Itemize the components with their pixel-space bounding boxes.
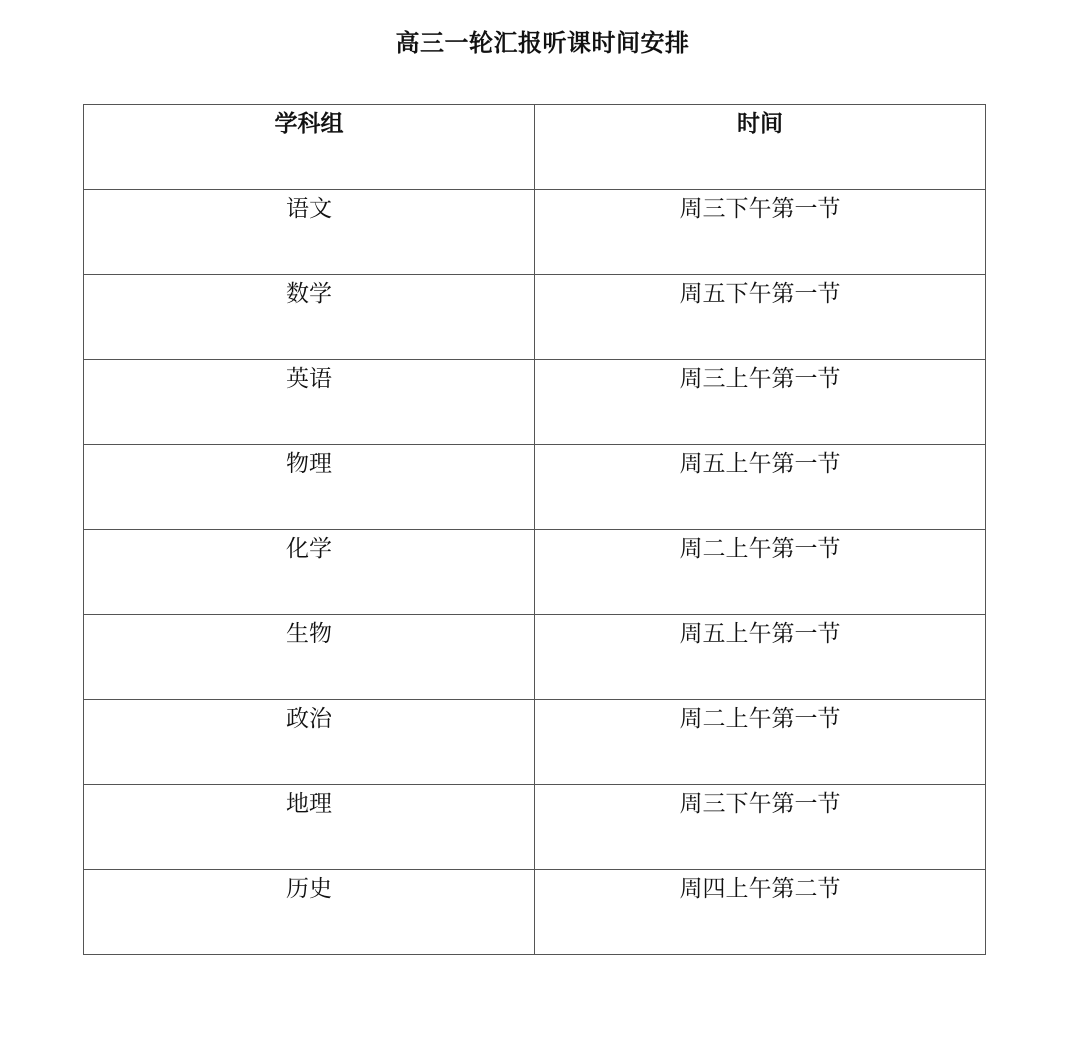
time-cell: 周二上午第一节 bbox=[535, 700, 986, 785]
time-cell: 周二上午第一节 bbox=[535, 530, 986, 615]
time-cell: 周五下午第一节 bbox=[535, 275, 986, 360]
subject-cell: 物理 bbox=[84, 445, 535, 530]
subject-cell: 语文 bbox=[84, 190, 535, 275]
subject-cell: 政治 bbox=[84, 700, 535, 785]
table-row bbox=[84, 530, 986, 615]
time-cell: 周四上午第二节 bbox=[535, 870, 986, 955]
time-cell: 周五上午第一节 bbox=[535, 615, 986, 700]
subject-cell: 英语 bbox=[84, 360, 535, 445]
table-row bbox=[84, 275, 986, 360]
time-cell: 周三下午第一节 bbox=[535, 190, 986, 275]
subject-cell: 生物 bbox=[84, 615, 535, 700]
table-row bbox=[84, 700, 986, 785]
time-cell: 周三下午第一节 bbox=[535, 785, 986, 870]
time-cell: 周五上午第一节 bbox=[535, 445, 986, 530]
table-row bbox=[84, 445, 986, 530]
table-row bbox=[84, 190, 986, 275]
table-row bbox=[84, 870, 986, 955]
table-row bbox=[84, 360, 986, 445]
table-row bbox=[84, 785, 986, 870]
subject-cell: 历史 bbox=[84, 870, 535, 955]
header-time: 时间 bbox=[535, 105, 986, 190]
subject-cell: 数学 bbox=[84, 275, 535, 360]
header-subject-group: 学科组 bbox=[84, 105, 535, 190]
subject-cell: 化学 bbox=[84, 530, 535, 615]
table-row bbox=[84, 615, 986, 700]
document-title: 高三一轮汇报听课时间安排 bbox=[395, 29, 690, 57]
time-cell: 周三上午第一节 bbox=[535, 360, 986, 445]
schedule-table bbox=[83, 104, 986, 955]
table-header-row bbox=[84, 105, 986, 190]
subject-cell: 地理 bbox=[84, 785, 535, 870]
